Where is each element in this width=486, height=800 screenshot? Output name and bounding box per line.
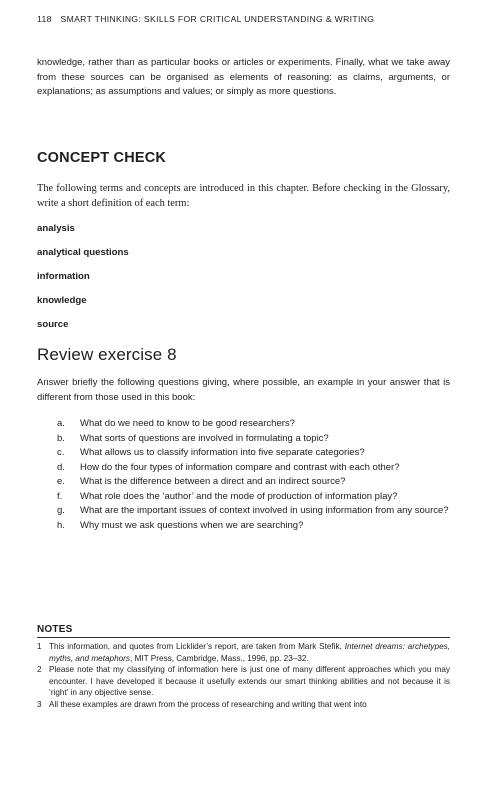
note-text: Please note that my classifying of information here is just one of many different approaches which you may encounter. I have developed it because it usefully extends our smart thinking abilities and not because it is ‘right’ in any objective sense.	[49, 665, 450, 698]
question-letter: b.	[57, 432, 65, 444]
note-text-part: , MIT Press, Cambridge, Mass., 1996, pp. 23–32.	[130, 653, 309, 663]
note-book-title: Internet dreams: archetypes, myths, and metaphors	[49, 642, 450, 663]
question-letter: g.	[57, 505, 65, 516]
review-question	[55, 446, 450, 461]
question-letter: a.	[57, 418, 65, 429]
question-text: How do the four types of information compare and contrast with each other?	[80, 461, 400, 473]
question-text: What is the difference between a direct and an indirect source?	[80, 476, 346, 487]
review-question	[55, 504, 450, 519]
question-text: What role does the ‘author’ and the mode of production of information play?	[80, 490, 398, 502]
notes-heading: NOTES	[37, 624, 73, 635]
review-question	[55, 490, 450, 505]
concept-check-intro: The following terms and concepts are introduced in this chapter. Before checking in the Glossary, write a short definition of each term:	[37, 183, 450, 209]
question-text: What allows us to classify information into five separate categories?	[80, 447, 365, 458]
question-text: What sorts of questions are involved in formulating a topic?	[80, 432, 329, 444]
note-item	[37, 664, 450, 699]
note-number: 2	[37, 665, 42, 675]
concept-term: knowledge	[37, 295, 87, 306]
note-item	[37, 641, 450, 664]
review-exercise-intro: Answer briefly the following questions giving, where possible, an example in your answer that is different from those used in this book:	[37, 377, 450, 403]
note-text	[49, 641, 450, 664]
note-number: 3	[37, 699, 42, 709]
page-number: 118	[37, 14, 52, 24]
concept-term: information	[37, 271, 90, 282]
review-question	[55, 461, 450, 476]
question-letter: c.	[57, 447, 65, 458]
review-question	[55, 519, 450, 534]
question-text: What are the important issues of context involved in using information from any source?	[80, 505, 449, 516]
note-item	[37, 699, 450, 711]
running-header	[37, 14, 457, 24]
question-text: Why must we ask questions when we are searching?	[80, 519, 304, 531]
notes-list	[37, 641, 450, 711]
concept-check-heading: CONCEPT CHECK	[37, 150, 167, 166]
note-number: 1	[37, 642, 42, 651]
question-letter: f.	[57, 490, 63, 502]
concept-term: analytical questions	[37, 247, 129, 258]
concept-term: source	[37, 319, 69, 330]
review-question	[55, 417, 450, 432]
review-question	[55, 432, 450, 447]
review-questions-list	[55, 417, 450, 533]
notes-divider	[37, 637, 450, 638]
concept-terms-list	[37, 217, 129, 337]
question-letter: e.	[57, 476, 65, 487]
question-letter: h.	[57, 519, 65, 531]
question-text: What do we need to know to be good researchers?	[80, 418, 295, 429]
note-text: All these examples are drawn from the process of researching and writing that went into	[49, 699, 367, 709]
review-exercise-heading: Review exercise 8	[37, 345, 177, 364]
question-letter: d.	[57, 461, 65, 473]
running-title: SMART THINKING: SKILLS FOR CRITICAL UNDERSTANDING & WRITING	[60, 14, 375, 24]
note-text-part: This information, and quotes from Licklider’s report, are taken from Mark Stefik,	[49, 642, 345, 651]
intro-paragraph: knowledge, rather than as particular books or articles or experiments. Finally, what we take away from these sources can be organised as elements of reasoning: as claims, arguments, or explanations; as assumptions and values; or simply as more questions.	[37, 57, 450, 97]
concept-term: analysis	[37, 223, 75, 234]
review-question	[55, 475, 450, 490]
